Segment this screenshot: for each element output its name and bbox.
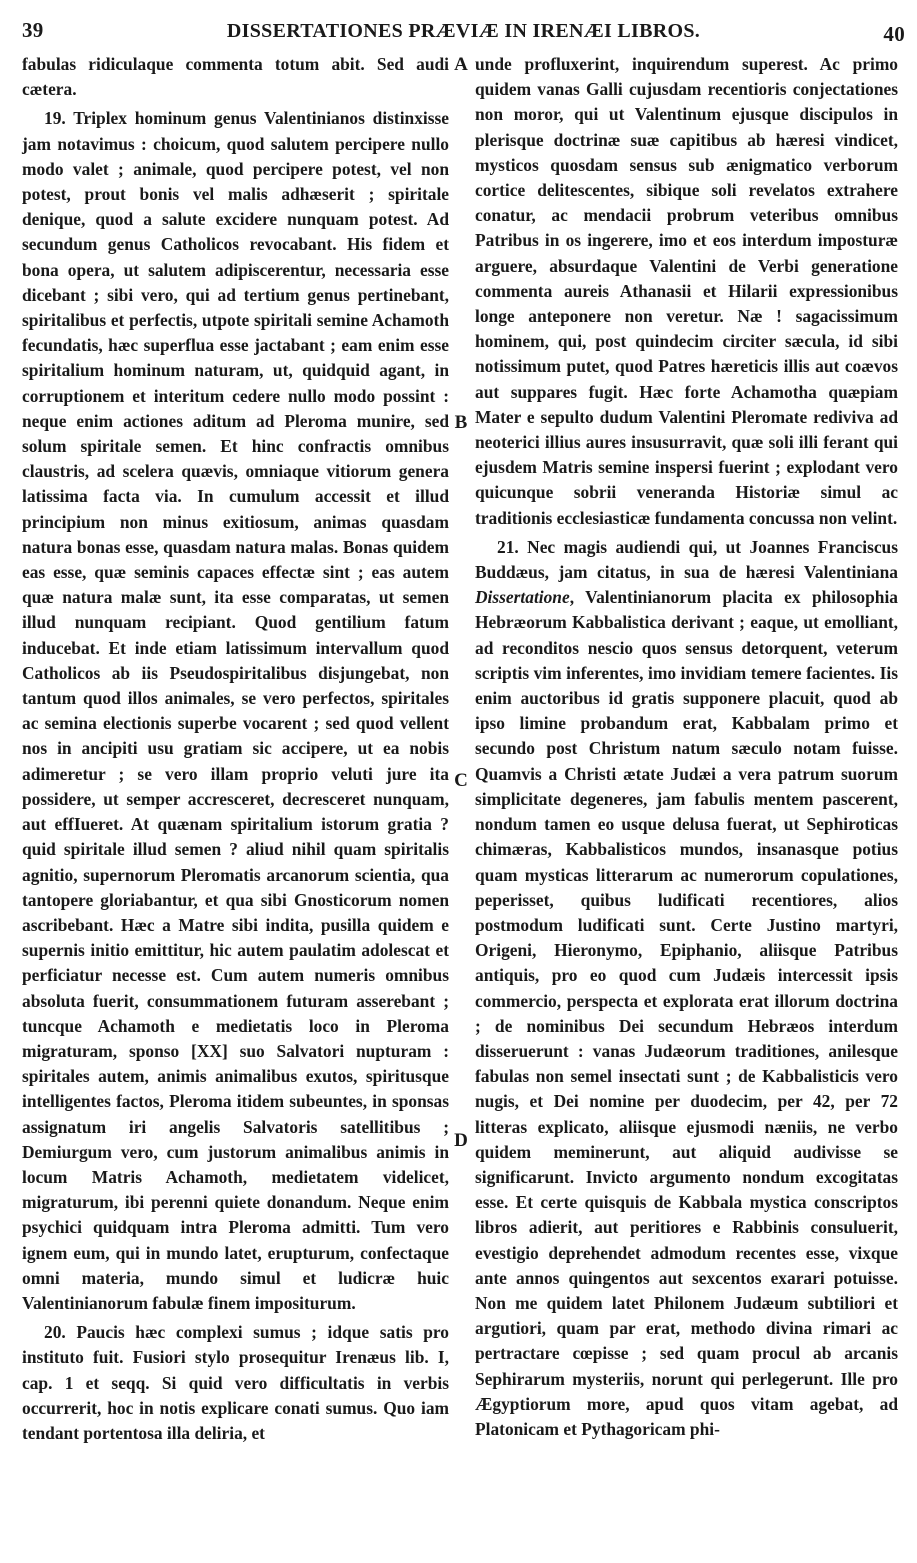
running-title: DISSERTATIONES PRÆVIÆ IN IRENÆI LIBROS. — [226, 20, 701, 42]
dissertatione-italic: Dissertatione — [475, 587, 570, 608]
margin-letter-a: A — [454, 54, 468, 75]
paragraph-continued: fabulas ridiculaque commenta totum abit. Sed audi cætera. — [22, 54, 449, 100]
margin-letter-d: D — [454, 1130, 468, 1151]
margin-letter-b: B — [454, 412, 468, 433]
paragraph-21 — [475, 535, 898, 1442]
paragraph-21-start: 21. Nec magis audiendi qui, ut Joannes Franciscus Buddæus, jam citatus, in sua de hæresi Valentiniana — [475, 536, 898, 583]
page-number-left: 39 — [22, 18, 44, 42]
margin-letter-c: C — [454, 770, 468, 791]
left-column — [22, 52, 449, 1446]
running-header — [22, 14, 905, 44]
paragraph-continued-right: unde profluxerint, inquirendum superest. Ac primo quidem vanas Galli cujusdam recentioris conjectationes non moror, qui ut Valentinum ejusque discipulos in plerisque doctrinæ suæ capitibus ab hæresi vindicet, mysticos quosdam sensus sub ænigmatico verborum cortice delitescentes, sibique soli revelatos extrahere conatur, ac mendacii probrum veteribus omnibus Patribus in os ingerere, imo et eos interdum imposturæ arguere, absurdaque Valentini de Verbi generatione commenta aureis Athanasii et Hilarii expressionibus longe anteponere non veretur. Næ ! sagacissimum hominem, qui, post quindecim circiter sæcula, id sibi notissimum putet, quod Patres hæreticis illis aut coævos aut suppares fugit. Hæc forte Achamotha quæpiam Mater e sepulto dudum Valentini Pleromate rediviva ad neoterici illius aures insusurravit, quæ soli illi ferant qui ejusdem Matris semine inspersi fuerint ; explodant vero quicunque sobrii veneranda Historiæ simul ac traditionis ecclesiasticæ fundamenta concussa non velint. — [475, 54, 898, 528]
page-number-right: 40 — [883, 22, 905, 46]
paragraph-19: 19. Triplex hominum genus Valentinianos distinxisse jam notavimus : choicum, quod salutem percipere nullo modo valet ; animale, quod percipere potest, vel non potest, prout bonis vel malis adhæserit ; spiritale denique, quod a salute excidere nunquam potest. Ad secundum genus Catholicos revocabant. His fidem et bona opera, ut salutem adipiscerentur, necessaria esse dicebant ; sibi vero, qui ad tertium genus pertinebant, spiritalibus et perfectis, utpote spiritali semine Achamoth fecundatis, hæc superflua esse jactabant ; eam enim esse spiritalium hominum naturam, ut, quidquid agant, in corruptionem et interitum cedere nullo modo possint : neque enim actiones aditum ad Pleroma munire, sed solum spiritale semen. Et hinc confractis omnibus claustris, ad scelera quævis, omniaque vitiorum genera latissima facta via. In cumulum accessit et illud principium non minus exitiosum, animas quasdam natura bonas esse, quasdam natura malas. Bonas quidem eas esse, quæ seminis capaces effectæ sint ; eas autem quæ natura malæ sunt, ita esse comparatas, ut semen illud nunquam recipiant. Quod gentilium fatum inducebat. Et inde etiam latissimum intervallum quod Catholicos ab iis Pseudospiritalibus disjungebat, non tantum quod illos animales, se vero perfectos, spiritales ac semina electionis superbe vocarent ; sed quod vellent nos in ancipiti usu gratiam sic accipere, ut ea nobis adimeretur ; se vero illam proprio veluti jure ita possidere, ut semper accresceret, decresceret nunquam, aut effIueret. At quænam spiritalium istorum gratia ? quid spiritale illud semen ? aliud nihil quam spiritalis agnitio, supernorum Pleromatis arcanorum scientia, qua tantopere gloriabantur, et qua sibi Gnosticorum nomen ascribebant. Hæc a Matre sibi indita, pusilla quidem e supernis initio emittitur, hic autem paulatim adolescat et perficiatur necesse est. Cum autem numeris omnibus absoluta fuerit, consummationem futuram asserebant ; tuncque Achamoth e medietatis loco in Pleroma migraturam, sponso [XX] suo Salvatori nupturam : spiritales autem, animis animalibus exutos, spiritusque intelligentes factos, Pleroma itidem subeuntes, in sponsas assignatum iri angelis Salvatoris satellitibus ; Demiurgum vero, cum justorum animalibus animis in locum Matris Achamoth, medietatem videlicet, migraturum, ibi perenni quiete donandum. Neque enim psychici quidquam intra Pleroma admitti. Tum vero ignem eum, qui in mundo latet, erupturum, confectaque omni materia, mundo simul et ludicræ huic Valentinianorum fabulæ finem impositurum. — [22, 108, 449, 1313]
paragraph-20: 20. Paucis hæc complexi sumus ; idque satis pro instituto fuit. Fusiori stylo prosequitur Irenæus lib. I, cap. 1 et seqq. Si quid vero difficultatis in verbis occurrerit, hoc in notis explicare conati sumus. Quo iam tendant portentosa illa deliria, et — [22, 1322, 449, 1443]
paragraph-21-rest: , Valentinianorum placita ex philosophia Hebræorum Kabbalistica derivant ; eaque, ut emolliant, ad reconditos nescio quos sensus detorquent, veterum scriptis vim inferentes, imo invidiam temere facientes. Iis enim auctoribus id gratis supponere placuit, quod ab ipso limine probandum erat, Kabbalam primo et secundo post Christum natum sæculo notam fuisse. Quamvis a Christi ætate Judæi a vera patrum suorum simplicitate degeneres, jam fabulis mentem pascerent, nondum tamen eo usque delusa fuerat, ut Sephiroticas chimæras, Kabbalisticos mundos, insanasque potius quam mysticas litterarum ac numerorum copulationes, peperisset, quibus ludificati recentiores, alios postmodum ludificati sunt. Certe Justino martyri, Origeni, Hieronymo, Epiphanio, aliisque Patribus antiquis, pro eo quod cum Judæis intercessit ipsis commercio, perspecta et explorata erat illorum doctrina ; de nominibus Dei secundum Hebræos interdum disseruerunt : vanas Judæorum traditiones, anilesque fabulas non semel insectati sunt ; de Kabbalisticis vero nugis, et Dei nomine per duodecim, per 42, per 72 litteras explicato, aliisque ejusmodi næniis, ne verbo quidem meminerunt, aut aliquid audivisse se significarunt. Invicto argumento nondum excogitatas esse. Et certe quisquis de Kabbala mystica conscriptos libros adierit, aut peritiores e Rabbinis consuluerit, evestigio deprehendet admodum recentes esse, vixque ante annos quingentos aut sexcentos exarari potuisse. Non me quidem latet Philonem Judæum subtiliori et argutiori, quam par erat, methodo divina rimari ac pertractare cœpisse ; sed quam procul ab arcanis Sephirarum mysteriis, norunt qui perlegerunt. Ille pro Ægyptiorum more, apud quos vitam agebat, ad Platonicam et Pythagoricam phi- — [475, 587, 898, 1439]
right-column — [475, 52, 898, 1442]
